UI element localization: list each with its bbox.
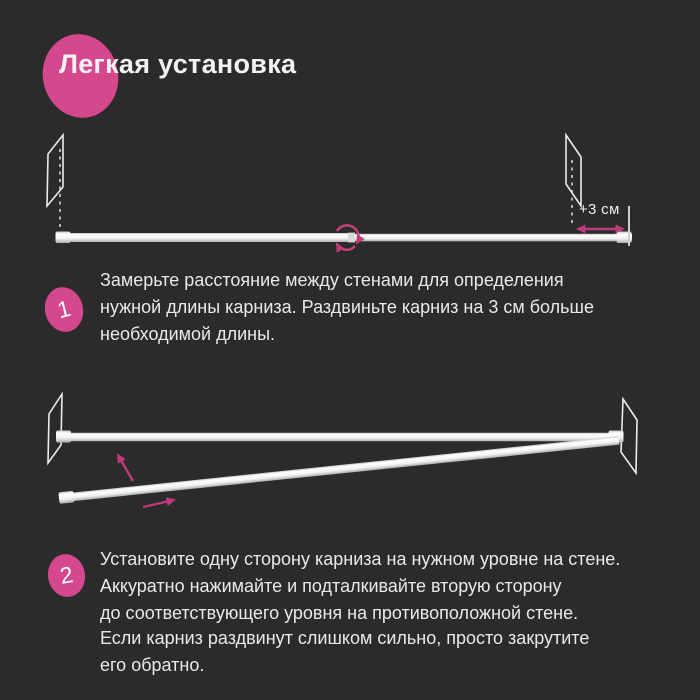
- text-line: Замерьте расстояние между стенами для определения: [100, 270, 564, 290]
- rod-outer-tube: [57, 233, 353, 242]
- step-1-number: 1: [54, 294, 74, 324]
- push-arrow-up-icon: [118, 455, 133, 481]
- curtain-rod: [56, 232, 633, 244]
- step-2-text: [100, 546, 620, 627]
- text-line: до соответствующего уровня на противоположной стене.: [100, 603, 579, 623]
- step-1-badge: [40, 283, 88, 336]
- wall-marker-left: [48, 394, 62, 463]
- rod-end-cap-left: [58, 491, 74, 504]
- wall-marker-right: [566, 135, 581, 206]
- text-line: его обратно.: [100, 655, 205, 675]
- rod-joint-collar: [348, 233, 355, 243]
- text-line: Установите одну сторону карниза на нужном уровне на стене.: [100, 549, 621, 569]
- step-2-badge: [45, 551, 89, 600]
- step-2-note: [100, 625, 589, 679]
- rod-tube: [57, 433, 623, 442]
- push-arrow-right-icon: [143, 500, 174, 507]
- curtain-rod-tilted: [58, 434, 619, 503]
- measure-label: +3 см: [579, 201, 620, 218]
- text-line: нужной длины карниза. Раздвиньте карниз на 3 см больше: [100, 297, 594, 317]
- curtain-rod-level: [56, 431, 624, 443]
- step-2-number: 2: [57, 561, 75, 589]
- diagram-measure-rod: [0, 125, 700, 265]
- text-line: Аккуратно нажимайте и подталкивайте вторую сторону: [100, 576, 562, 596]
- rod-end-cap-left: [56, 431, 71, 443]
- diagram-install-rod: [0, 388, 700, 528]
- rod-end-cap-left: [56, 232, 71, 244]
- step-1-text: [100, 267, 594, 348]
- text-line: Если карниз раздвинут слишком сильно, просто закрутите: [100, 628, 590, 648]
- rod-inner-tube: [350, 234, 632, 242]
- rod-tube: [62, 436, 620, 502]
- page-title: Легкая установка: [59, 49, 297, 79]
- text-line: необходимой длины.: [100, 324, 276, 344]
